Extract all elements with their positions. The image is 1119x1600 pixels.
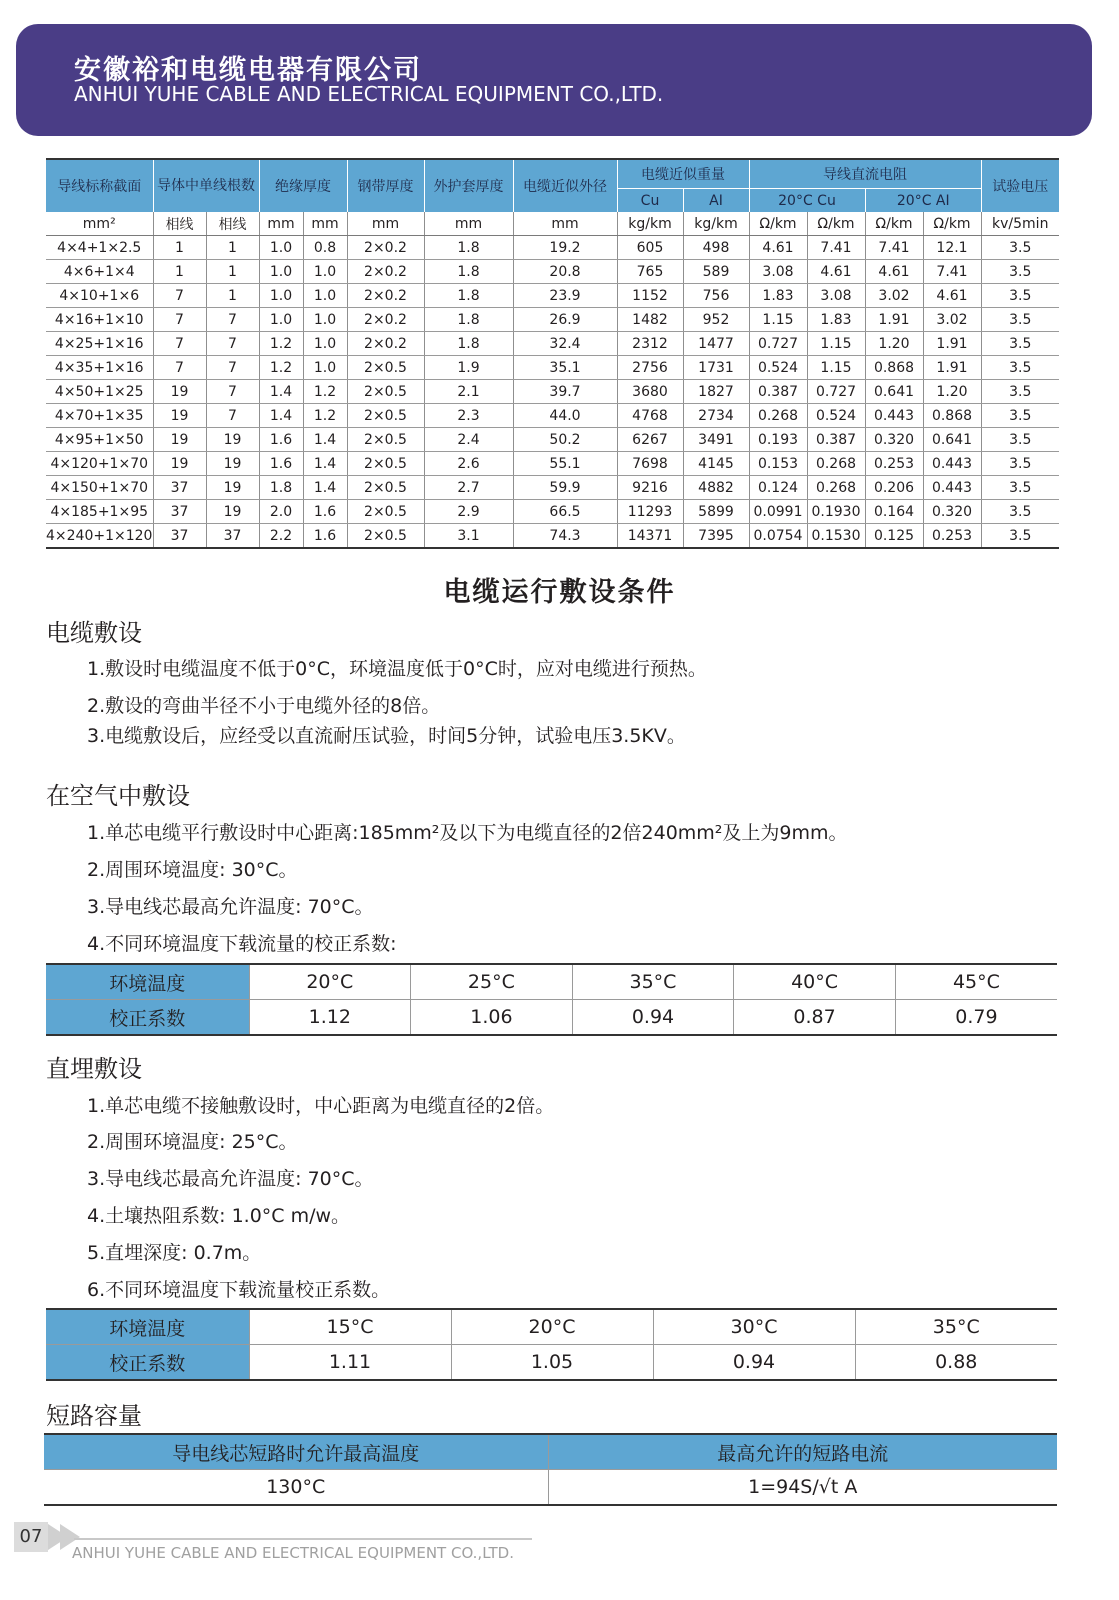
table-cell: 1.20 [923,380,981,404]
table-cell: 1.2 [259,356,303,380]
col-header-steel-tape: 钢带厚度 [347,159,424,212]
table-cell: 7 [153,284,206,308]
table-cell: 4882 [683,476,749,500]
table-cell: 4×16+1×10 [46,308,153,332]
table-cell: 37 [153,500,206,524]
table-cell: 3.5 [981,476,1059,500]
table-cell: 3.5 [981,524,1059,549]
temp-cell: 20°C [451,1309,653,1345]
table-cell: 1152 [617,284,683,308]
table-cell: 1.8 [424,236,513,260]
table-cell: 0.641 [923,428,981,452]
sc-header-current: 最高允许的短路电流 [548,1434,1057,1470]
table-cell: 3.5 [981,452,1059,476]
temp-cell: 35°C [855,1309,1057,1345]
laying-item: 2.敷设的弯曲半径不小于电缆外径的8倍。 [87,695,441,717]
table-cell: 4×35+1×16 [46,356,153,380]
table-row [46,308,1059,332]
table-cell: 3.5 [981,236,1059,260]
unit-cell: Ω/km [865,212,923,236]
table-cell: 39.7 [513,380,617,404]
table-cell: 3.5 [981,356,1059,380]
table-cell: 1.6 [303,524,347,549]
table-cell: 59.9 [513,476,617,500]
table-cell: 9216 [617,476,683,500]
table-cell: 74.3 [513,524,617,549]
unit-cell: mm² [46,212,153,236]
temp-cell: 45°C [895,964,1057,1000]
table-cell: 3680 [617,380,683,404]
sc-header-temp: 导电线芯短路时允许最高温度 [44,1434,548,1470]
table-row [46,260,1059,284]
table-cell: 0.1930 [807,500,865,524]
table-cell: 2×0.2 [347,332,424,356]
table-cell: 1482 [617,308,683,332]
sc-value-current: 1=94S/√t A [748,1476,858,1498]
col-header-section: 导线标称截面 [46,159,153,212]
table-cell: 1.0 [259,284,303,308]
table-cell: 0.443 [865,404,923,428]
table-cell: 1.2 [303,380,347,404]
unit-cell: kg/km [683,212,749,236]
cable-spec-table [46,158,1059,549]
table-row [46,236,1059,260]
unit-cell: 相线 [153,212,206,236]
table-cell: 0.443 [923,476,981,500]
table-cell: 1.0 [303,356,347,380]
table-cell: 44.0 [513,404,617,428]
table-cell: 3.5 [981,500,1059,524]
table-cell: 37 [206,524,259,549]
table-cell: 37 [153,476,206,500]
table-cell: 1.91 [923,356,981,380]
table-cell: 19 [206,428,259,452]
table-cell: 1.0 [303,332,347,356]
table-cell: 0.268 [749,404,807,428]
table-cell: 1731 [683,356,749,380]
table-cell: 1.15 [807,356,865,380]
table-cell: 7 [153,332,206,356]
table-cell: 0.125 [865,524,923,549]
table-cell: 1 [206,260,259,284]
air-item: 3.导电线芯最高允许温度: 70°C。 [87,896,374,918]
table-cell: 1.0 [259,236,303,260]
table-cell: 2×0.5 [347,428,424,452]
table-cell: 2×0.5 [347,356,424,380]
table-cell: 0.1530 [807,524,865,549]
table-cell: 4145 [683,452,749,476]
table-cell: 7395 [683,524,749,549]
table-cell: 66.5 [513,500,617,524]
table-cell: 2×0.5 [347,404,424,428]
table-cell: 0.320 [865,428,923,452]
table-cell: 1.4 [303,452,347,476]
table-cell: 1.2 [303,404,347,428]
laying-heading: 电缆敷设 [46,619,142,647]
table-cell: 4.61 [923,284,981,308]
footer-company-en: ANHUI YUHE CABLE AND ELECTRICAL EQUIPMENT CO.,LTD. [72,1544,514,1562]
factor-label: 校正系数 [46,1345,249,1381]
buried-correction-table [46,1308,1057,1381]
factor-cell: 0.79 [955,1006,998,1028]
table-cell: 0.253 [865,452,923,476]
table-cell: 0.268 [807,476,865,500]
col-header-res-al: 20°C AI [865,189,981,213]
table-cell: 0.206 [865,476,923,500]
table-cell: 0.443 [923,452,981,476]
units-row [46,212,1059,236]
table-cell: 2.0 [259,500,303,524]
table-cell: 4×185+1×95 [46,500,153,524]
table-cell: 1.4 [303,428,347,452]
table-cell: 1.4 [259,380,303,404]
table-cell: 19 [153,428,206,452]
table-cell: 0.387 [749,380,807,404]
table-cell: 2.9 [424,500,513,524]
buried-item: 2.周围环境温度: 25°C。 [87,1131,298,1153]
table-cell: 7 [153,308,206,332]
col-header-weight: 电缆近似重量 [617,159,749,189]
factor-cell: 0.87 [734,1000,896,1036]
air-item: 1.单芯电缆平行敷设时中心距离:185mm²及以下为电缆直径的2倍240mm²及上为9mm。 [87,822,848,844]
air-item: 2.周围环境温度: 30°C。 [87,859,298,881]
table-cell: 7.41 [923,260,981,284]
table-cell: 0.124 [749,476,807,500]
temp-cell: 20°C [249,964,411,1000]
unit-cell: mm [424,212,513,236]
table-cell: 1.4 [303,476,347,500]
table-cell: 7.41 [865,236,923,260]
table-cell: 35.1 [513,356,617,380]
table-cell: 37 [153,524,206,549]
table-cell: 2×0.5 [347,476,424,500]
temp-label: 环境温度 [46,1309,249,1345]
table-cell: 1.0 [259,260,303,284]
table-cell: 4×70+1×35 [46,404,153,428]
table-cell: 3.02 [865,284,923,308]
table-cell: 3.5 [981,332,1059,356]
unit-cell: mm [513,212,617,236]
table-cell: 4.61 [807,260,865,284]
table-row [46,284,1059,308]
table-cell: 1.20 [865,332,923,356]
table-cell: 1 [153,260,206,284]
table-cell: 2×0.2 [347,284,424,308]
table-cell: 1.83 [749,284,807,308]
temp-cell: 30°C [653,1309,855,1345]
table-cell: 1.6 [259,428,303,452]
unit-cell: kg/km [617,212,683,236]
table-cell: 1.91 [923,332,981,356]
table-cell: 2×0.5 [347,524,424,549]
table-row [46,428,1059,452]
unit-cell: mm [303,212,347,236]
table-cell: 4.61 [865,260,923,284]
table-cell: 4×6+1×4 [46,260,153,284]
footer-divider [74,1538,532,1540]
conditions-title: 电缆运行敷设条件 [443,577,676,608]
table-cell: 1.6 [259,452,303,476]
table-cell: 765 [617,260,683,284]
table-cell: 4×10+1×6 [46,284,153,308]
table-cell: 4×240+1×120 [46,524,153,549]
short-circuit-table [44,1433,1057,1506]
table-cell: 11293 [617,500,683,524]
table-cell: 2×0.2 [347,236,424,260]
temp-cell: 40°C [734,964,896,1000]
factor-cell: 1.12 [249,1000,411,1036]
table-cell: 1.0 [259,308,303,332]
table-cell: 1.91 [865,308,923,332]
col-header-weight-al: AI [683,189,749,213]
table-cell: 19 [206,452,259,476]
table-cell: 0.320 [923,500,981,524]
table-cell: 0.868 [865,356,923,380]
table-cell: 2.3 [424,404,513,428]
table-cell: 23.9 [513,284,617,308]
table-cell: 0.524 [749,356,807,380]
table-cell: 1477 [683,332,749,356]
table-cell: 2.2 [259,524,303,549]
col-header-strands: 导体中单线根数 [153,159,259,212]
table-cell: 0.0754 [749,524,807,549]
table-cell: 5899 [683,500,749,524]
col-header-res-cu: 20°C Cu [749,189,865,213]
table-cell: 3.08 [749,260,807,284]
table-cell: 7 [206,308,259,332]
table-cell: 2.7 [424,476,513,500]
factor-cell: 0.94 [653,1345,855,1381]
table-cell: 0.253 [923,524,981,549]
unit-cell: 相线 [206,212,259,236]
table-cell: 3491 [683,428,749,452]
short-circuit-heading: 短路容量 [46,1402,142,1430]
table-cell: 3.5 [981,428,1059,452]
table-cell: 4×150+1×70 [46,476,153,500]
table-cell: 20.8 [513,260,617,284]
table-cell: 0.727 [749,332,807,356]
table-cell: 1.4 [259,404,303,428]
table-cell: 32.4 [513,332,617,356]
col-header-outer-diameter: 电缆近似外径 [513,159,617,212]
table-cell: 19 [153,452,206,476]
header-banner [16,24,1092,136]
table-cell: 7.41 [807,236,865,260]
table-cell: 4×4+1×2.5 [46,236,153,260]
table-cell: 3.5 [981,308,1059,332]
air-correction-table [46,963,1057,1036]
table-cell: 1 [206,284,259,308]
table-row [46,356,1059,380]
table-cell: 1.6 [303,500,347,524]
table-cell: 1.0 [303,260,347,284]
buried-item: 6.不同环境温度下载流量校正系数。 [87,1279,391,1301]
unit-cell: mm [347,212,424,236]
table-row [46,524,1059,549]
table-row [46,500,1059,524]
table-cell: 605 [617,236,683,260]
table-cell: 756 [683,284,749,308]
table-cell: 1.8 [259,476,303,500]
table-cell: 0.641 [865,380,923,404]
table-cell: 2×0.2 [347,308,424,332]
table-cell: 4×95+1×50 [46,428,153,452]
table-cell: 4×50+1×25 [46,380,153,404]
factor-cell: 1.06 [411,1000,573,1036]
table-cell: 0.387 [807,428,865,452]
temp-label: 环境温度 [46,964,249,1000]
table-cell: 14371 [617,524,683,549]
table-cell: 952 [683,308,749,332]
footer [14,1520,534,1560]
table-cell: 1827 [683,380,749,404]
table-cell: 2.4 [424,428,513,452]
factor-cell: 0.88 [935,1351,978,1373]
buried-item: 1.单芯电缆不接触敷设时，中心距离为电缆直径的2倍。 [87,1095,555,1117]
temp-cell: 25°C [411,964,573,1000]
table-cell: 2734 [683,404,749,428]
table-cell: 2312 [617,332,683,356]
table-cell: 1.8 [424,308,513,332]
table-cell: 1.83 [807,308,865,332]
table-cell: 1.15 [749,308,807,332]
table-cell: 1 [153,236,206,260]
temp-cell: 35°C [572,964,734,1000]
table-cell: 0.727 [807,380,865,404]
table-row [46,452,1059,476]
table-cell: 2×0.5 [347,452,424,476]
table-cell: 19 [153,404,206,428]
col-header-test-voltage: 试验电压 [981,159,1059,212]
table-row [46,380,1059,404]
table-cell: 3.1 [424,524,513,549]
table-cell: 2×0.2 [347,260,424,284]
table-cell: 0.268 [807,452,865,476]
table-cell: 1.8 [424,260,513,284]
table-row [46,476,1059,500]
table-cell: 3.08 [807,284,865,308]
table-cell: 26.9 [513,308,617,332]
table-cell: 1.9 [424,356,513,380]
table-cell: 3.02 [923,308,981,332]
table-cell: 2756 [617,356,683,380]
table-cell: 19 [206,500,259,524]
buried-item: 3.导电线芯最高允许温度: 70°C。 [87,1168,374,1190]
air-item: 4.不同环境温度下载流量的校正系数: [87,933,397,955]
air-heading: 在空气中敷设 [46,782,190,810]
table-row [46,332,1059,356]
col-header-insulation: 绝缘厚度 [259,159,347,212]
table-cell: 0.193 [749,428,807,452]
table-cell: 2×0.5 [347,500,424,524]
table-cell: 7698 [617,452,683,476]
table-cell: 2.6 [424,452,513,476]
sc-value-temp: 130°C [44,1470,548,1506]
table-cell: 4×25+1×16 [46,332,153,356]
table-cell: 7 [153,356,206,380]
table-cell: 4.61 [749,236,807,260]
buried-heading: 直埋敷设 [46,1055,142,1083]
col-header-sheath: 外护套厚度 [424,159,513,212]
table-cell: 3.5 [981,260,1059,284]
temp-cell: 15°C [249,1309,451,1345]
company-name-en: ANHUI YUHE CABLE AND ELECTRICAL EQUIPMENT CO.,LTD. [74,82,664,106]
table-cell: 55.1 [513,452,617,476]
table-cell: 6267 [617,428,683,452]
table-cell: 19 [153,380,206,404]
table-cell: 19 [206,476,259,500]
company-name-cn: 安徽裕和电缆电器有限公司 [74,55,422,86]
factor-cell: 0.94 [572,1000,734,1036]
table-cell: 7 [206,332,259,356]
unit-cell: Ω/km [807,212,865,236]
table-cell: 1.8 [424,284,513,308]
factor-cell: 1.05 [451,1345,653,1381]
laying-item: 1.敷设时电缆温度不低于0°C，环境温度低于0°C时，应对电缆进行预热。 [87,658,707,680]
table-row [46,404,1059,428]
table-cell: 19.2 [513,236,617,260]
table-cell: 2.1 [424,380,513,404]
table-cell: 0.868 [923,404,981,428]
table-cell: 7 [206,380,259,404]
table-cell: 4768 [617,404,683,428]
table-cell: 498 [683,236,749,260]
table-cell: 1.15 [807,332,865,356]
unit-cell: Ω/km [923,212,981,236]
unit-cell: Ω/km [749,212,807,236]
table-cell: 3.5 [981,404,1059,428]
table-cell: 0.164 [865,500,923,524]
table-cell: 7 [206,404,259,428]
col-header-weight-cu: Cu [617,189,683,213]
table-cell: 12.1 [923,236,981,260]
factor-cell: 1.11 [249,1345,451,1381]
table-cell: 0.524 [807,404,865,428]
col-header-resistance: 导线直流电阻 [749,159,981,189]
table-cell: 1.2 [259,332,303,356]
page-number: 07 [14,1522,48,1552]
table-cell: 3.5 [981,284,1059,308]
table-cell: 1.8 [424,332,513,356]
table-cell: 0.153 [749,452,807,476]
table-cell: 1 [206,236,259,260]
buried-item: 4.土壤热阻系数: 1.0°C m/w。 [87,1205,351,1227]
table-cell: 0.0991 [749,500,807,524]
table-cell: 1.0 [303,308,347,332]
buried-item: 5.直埋深度: 0.7m。 [87,1242,262,1264]
table-cell: 50.2 [513,428,617,452]
laying-item: 3.电缆敷设后，应经受以直流耐压试验，时间5分钟，试验电压3.5KV。 [87,725,686,747]
table-cell: 3.5 [981,380,1059,404]
table-cell: 7 [206,356,259,380]
table-cell: 4×120+1×70 [46,452,153,476]
unit-cell: kv/5min [981,212,1059,236]
unit-cell: mm [259,212,303,236]
table-cell: 2×0.5 [347,380,424,404]
table-cell: 0.8 [303,236,347,260]
factor-label: 校正系数 [46,1000,249,1036]
table-cell: 1.0 [303,284,347,308]
table-cell: 589 [683,260,749,284]
